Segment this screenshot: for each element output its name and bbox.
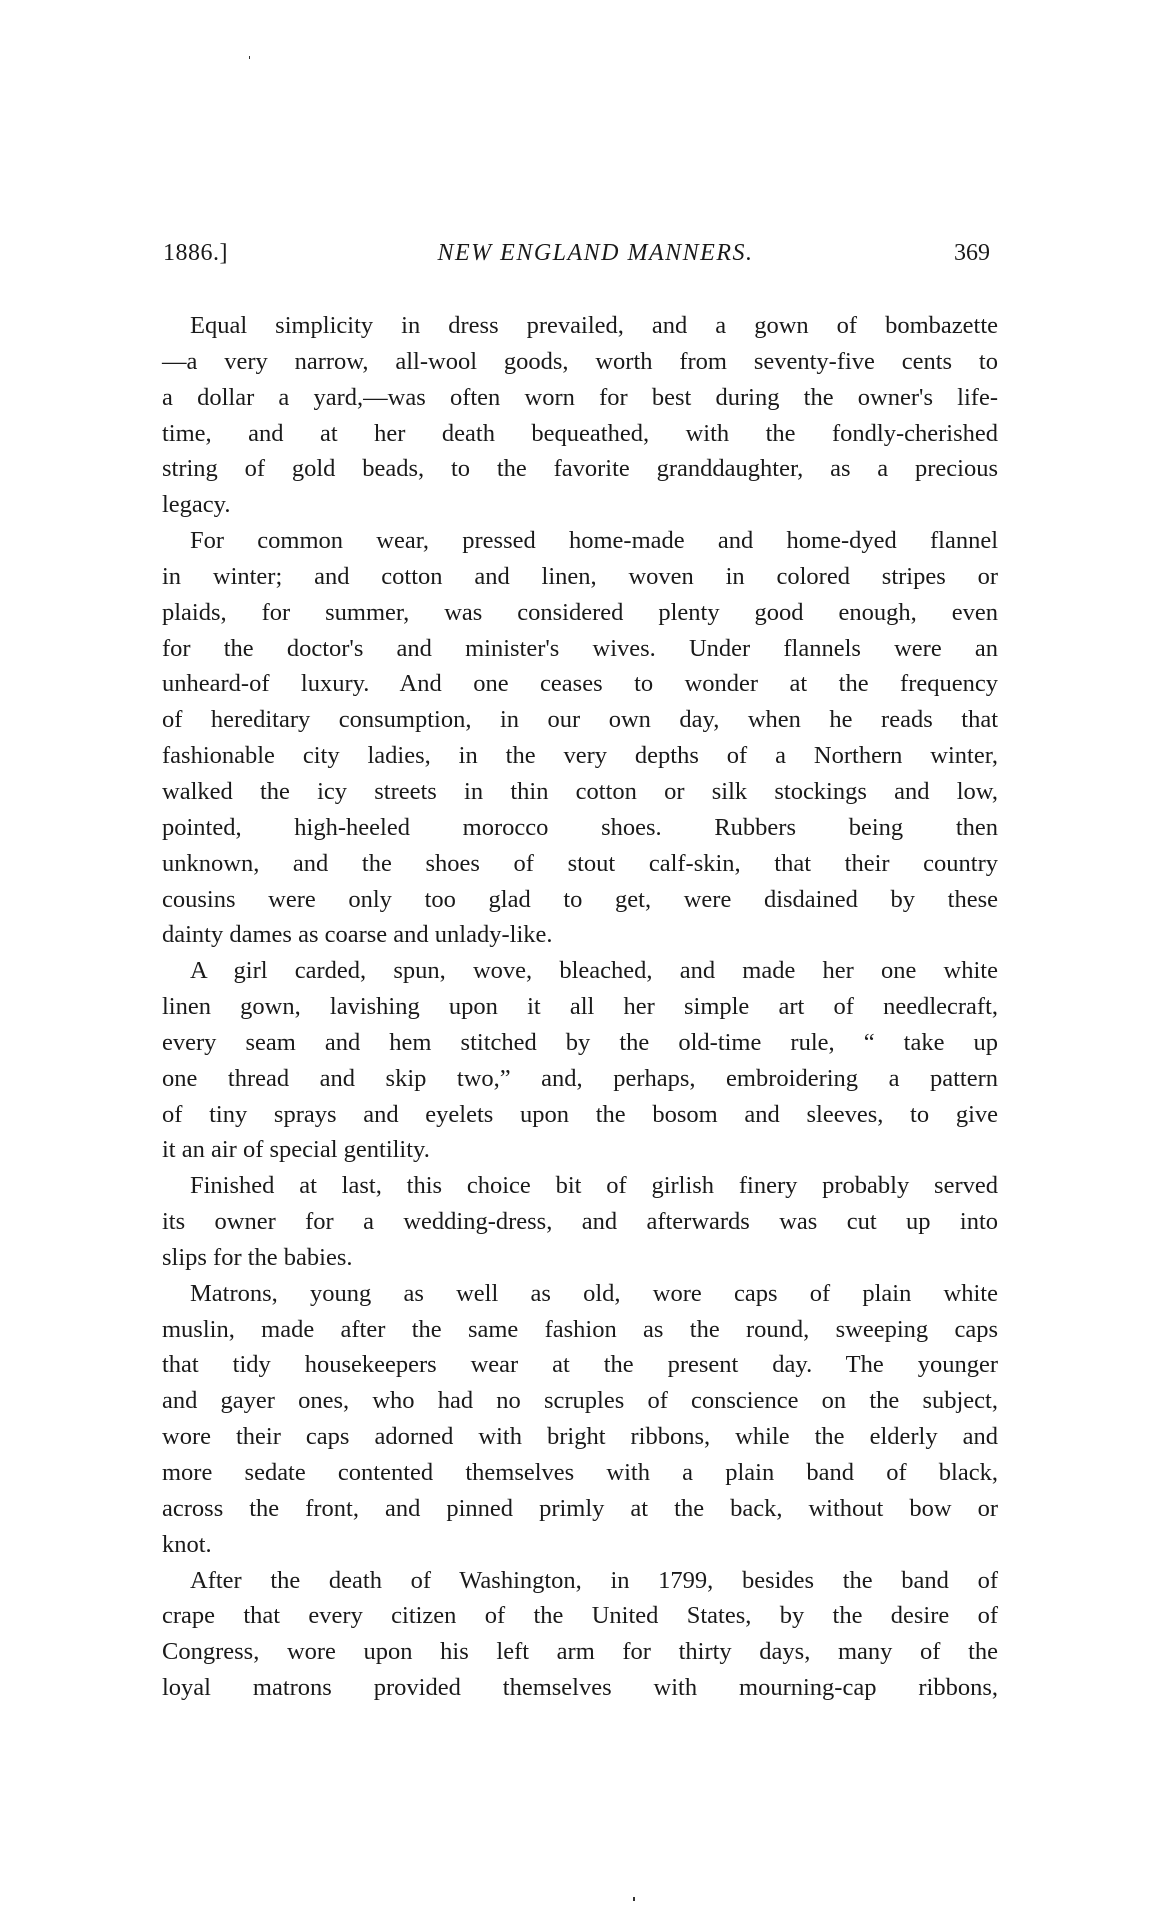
- text-line: crape that every citizen of the United States, by the desire of: [162, 1602, 998, 1630]
- text-line: every seam and hem stitched by the old-time rule, “ take up: [162, 1028, 998, 1056]
- text-line: Congress, wore upon his left arm for thirty days, many of the: [162, 1638, 998, 1666]
- text-line: more sedate contented themselves with a plain band of black,: [162, 1459, 998, 1486]
- text-line: unheard-of luxury. And one ceases to wonder at the frequency: [162, 670, 998, 698]
- text-line: its owner for a wedding-dress, and afterwards was cut up into: [162, 1208, 998, 1236]
- text-line: muslin, made after the same fashion as the round, sweeping caps: [162, 1315, 998, 1343]
- text-line: that tidy housekeepers wear at the present day. The younger: [162, 1351, 998, 1379]
- text-line: for the doctor's and minister's wives. Under flannels were an: [162, 634, 998, 662]
- text-line: it an air of special gentility.: [162, 1136, 430, 1164]
- scan-speck: [633, 1897, 635, 1901]
- text-line: Finished at last, this choice bit of girlish finery probably served: [190, 1172, 998, 1200]
- text-line: A girl carded, spun, wove, bleached, and made her one white: [190, 957, 998, 985]
- text-line: cousins were only too glad to get, were disdained by these: [162, 885, 998, 913]
- text-line: walked the icy streets in thin cotton or silk stockings and low,: [162, 777, 998, 805]
- body-text: [162, 308, 998, 1706]
- text-line: —a very narrow, all-wool goods, worth from seventy-five cents to: [162, 347, 998, 375]
- text-line: across the front, and pinned primly at the back, without bow or: [162, 1494, 998, 1522]
- text-line: loyal matrons provided themselves with mourning-cap ribbons,: [162, 1674, 998, 1702]
- text-line: fashionable city ladies, in the very depths of a Northern winter,: [162, 742, 998, 770]
- text-line: pointed, high-heeled morocco shoes. Rubbers being then: [162, 813, 998, 841]
- text-line: unknown, and the shoes of stout calf-skin, that their country: [162, 849, 998, 877]
- text-line: dainty dames as coarse and unlady-like.: [162, 921, 553, 949]
- text-line: a dollar a yard,—was often worn for best during the owner's life-: [162, 383, 998, 411]
- page-number: 369: [954, 240, 990, 266]
- text-line: string of gold beads, to the favorite granddaughter, as a precious: [162, 455, 998, 483]
- scan-speck: [249, 56, 250, 59]
- text-line: time, and at her death bequeathed, with the fondly-cherished: [162, 419, 998, 447]
- running-head-title: NEW ENGLAND MANNERS.: [437, 240, 754, 266]
- running-head-year: 1886.]: [163, 240, 228, 266]
- text-line: linen gown, lavishing upon it all her simple art of needlecraft,: [162, 993, 998, 1021]
- text-line: For common wear, pressed home-made and home-dyed flannel: [190, 527, 998, 555]
- text-line: Matrons, young as well as old, wore caps of plain white: [190, 1279, 998, 1307]
- text-line: of hereditary consumption, in our own day, when he reads that: [162, 706, 998, 734]
- running-head: [163, 238, 1000, 268]
- text-line: knot.: [162, 1530, 212, 1558]
- text-line: slips for the babies.: [162, 1243, 353, 1271]
- text-line: and gayer ones, who had no scruples of conscience on the subject,: [162, 1387, 998, 1415]
- text-line: in winter; and cotton and linen, woven in colored stripes or: [162, 562, 998, 590]
- text-line: plaids, for summer, was considered plenty good enough, even: [162, 598, 998, 626]
- text-line: After the death of Washington, in 1799, besides the band of: [190, 1566, 998, 1594]
- text-line: Equal simplicity in dress prevailed, and a gown of bombazette: [190, 312, 998, 339]
- text-line: of tiny sprays and eyelets upon the bosom and sleeves, to give: [162, 1100, 998, 1128]
- text-line: legacy.: [162, 491, 231, 519]
- text-line: wore their caps adorned with bright ribbons, while the elderly and: [162, 1423, 998, 1451]
- text-line: one thread and skip two,” and, perhaps, embroidering a pattern: [162, 1064, 998, 1092]
